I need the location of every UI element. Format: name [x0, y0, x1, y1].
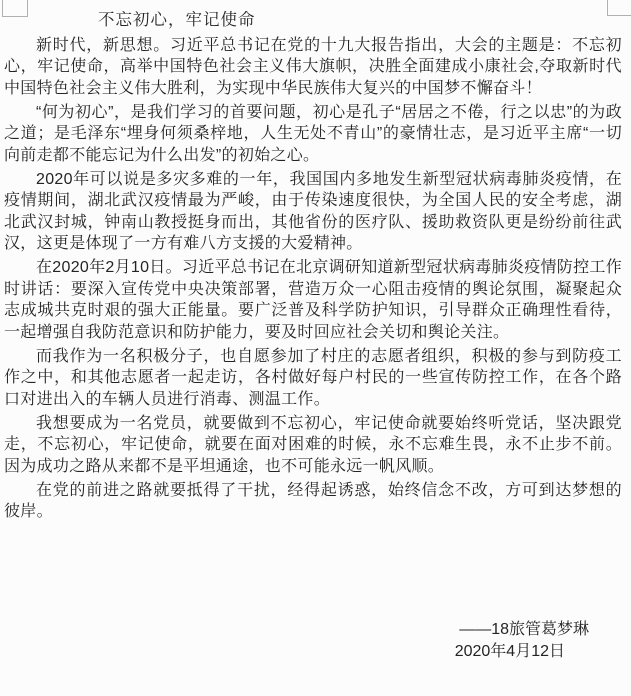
- paragraph: 2020年可以说是多灾多难的一年，我国国内多地发生新型冠状病毒肺炎疫情，在疫情期间，湖北武汉疫情最为严峻，由于传染速度很快，为全国人民的安全考虑，湖北武汉封城，钟南山教授挺身而出，其他省份的医疗队、援助救资队更是纷纷前往武汉，这更是体现了一方有难八方支援的大爱精神。: [4, 170, 622, 252]
- paragraph: 在党的前进之路就要抵得了干扰，经得起诱惑，始终信念不改，方可到达梦想的彼岸。: [4, 481, 622, 520]
- paragraph: 而我作为一名积极分子，也自愿参加了村庄的志愿者组织，积极的参与到防疫工作之中，和其他志愿者一起走访，各村做好每户村民的一些宣传防控工作，在各个路口对进出入的车辆人员进行消毒、测温工作。: [4, 347, 622, 408]
- paragraph: 我想要成为一名党员，就要做到不忘初心，牢记使命就要始终听党话，坚决跟党走，不忘初心，牢记使命，就要在面对困难的时候，永不忘难生畏，永不止步不前。因为成功之路从来都不是平坦通途，也不可能永远一帆风顺。: [4, 414, 622, 475]
- paragraph: 在2020年2月10日。习近平总书记在北京调研知道新型冠状病毒肺炎疫情防控工作时讲话：要深入宣传党中央决策部署，营造万众一心阻击疫情的舆论氛围，凝聚起众志成城共克时艰的强大正能量。要广泛普及科学防护知识，引导群众正确理性看待，一起增强自我防范意识和防护能力，要及时回应社会关切和舆论关注。: [4, 259, 622, 341]
- signature: ——18旅管葛梦琳: [459, 620, 589, 638]
- paragraph: 新时代，新思想。习近平总书记在党的十九大报告指出，大会的主题是：不忘初心，牢记使命，高举中国特色社会主义伟大旗帜，决胜全面建成小康社会,夺取新时代中国特色社会主义伟大胜利，为实现中华民族伟大复兴的中国梦不懈奋斗！: [4, 36, 622, 97]
- date: 2020年4月12日: [454, 643, 565, 660]
- page-corner-left-mark: [2, 0, 28, 17]
- page-corner-right-mark: [607, 0, 631, 16]
- document-title: 不忘初心，牢记使命: [98, 11, 256, 29]
- signature-block: [4, 619, 622, 663]
- paragraph: “何为初心”，是我们学习的首要问题，初心是孔子“居居之不倦，行之以忠”的为政之道；是毛泽东“埋身何须桑梓地，人生无处不青山”的豪情壮志，是习近平主席“一切向前走都不能忘记为什么出发”的初始之心。: [4, 103, 622, 164]
